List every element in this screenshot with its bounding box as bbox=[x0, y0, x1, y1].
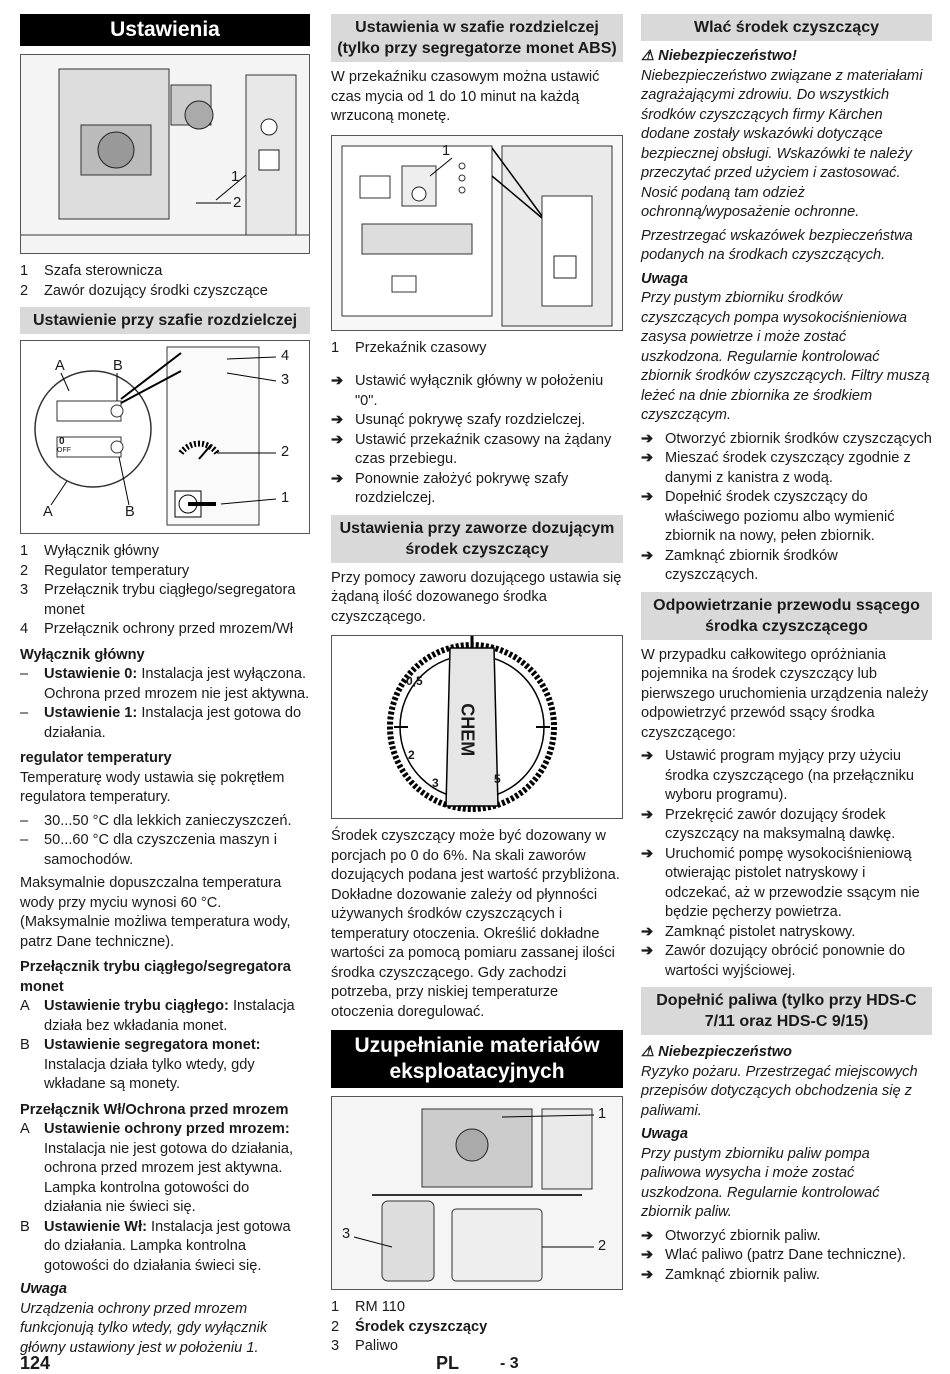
legend-item: 2 Regulator temperatury bbox=[20, 562, 190, 579]
figure-tanks bbox=[331, 1096, 623, 1290]
column-2 bbox=[331, 14, 623, 1361]
note-text: Przy pustym zbiorniku paliw pompa paliwowa wysycha i może zostać uszkodzona. Regularnie kontrolować zbiornik paliw. bbox=[641, 1145, 880, 1220]
step-item: ➔ Ustawić wyłącznik główny w położeniu "0". bbox=[331, 372, 623, 411]
legend-item: 3 Przełącznik trybu ciągłego/segregatora monet bbox=[20, 582, 296, 618]
step-item: ➔ Zamknąć zbiornik paliw. bbox=[641, 1266, 932, 1286]
arrow-icon: ➔ bbox=[331, 373, 344, 389]
page-number: 124 bbox=[20, 1353, 51, 1373]
figure-machine-overview bbox=[20, 54, 310, 254]
step-item: ➔ Zamknąć zbiornik środków czyszczących. bbox=[641, 547, 932, 586]
step-item: ➔ Ustawić program myjący przy użyciu środka czyszczącego (na przełączniku wyboru programu). bbox=[641, 747, 932, 806]
step-item: ➔ Usunąć pokrywę szafy rozdzielczej. bbox=[331, 411, 623, 431]
danger-text-2: Przestrzegać wskazówek bezpieczeństwa podanych na środkach czyszczących. bbox=[641, 227, 913, 263]
callout-2: 2 bbox=[233, 194, 242, 211]
note-heading: Uwaga bbox=[641, 270, 689, 287]
arrow-icon: ➔ bbox=[331, 412, 344, 428]
note-heading: Uwaga bbox=[641, 1126, 689, 1142]
list-item: A Ustawienie trybu ciągłego: Instalacja działa bez wkładania monet. bbox=[20, 998, 295, 1034]
venting-intro: W przypadku całkowitego opróżniania pojemnika na środek czyszczący lub pierwszego uruchomienia urządzenia należy odpowietrzyć przewód ssący środka czyszczącego: bbox=[641, 646, 929, 741]
arrow-icon: ➔ bbox=[641, 1227, 654, 1244]
section-title-consumables: Uzupełnianie materiałów eksploatacyjnych bbox=[331, 1030, 623, 1088]
callout-1: 1 bbox=[442, 142, 451, 159]
steps-fuel bbox=[641, 1227, 932, 1286]
danger-heading: ⚠ Niebezpieczeństwo bbox=[641, 1044, 792, 1060]
legend-1 bbox=[20, 262, 310, 301]
label-a-bottom: A bbox=[43, 504, 53, 520]
dial-label-5: 5 bbox=[494, 772, 501, 786]
step-item: ➔ Mieszać środek czyszczący zgodnie z danymi z kanistra z wodą. bbox=[641, 449, 932, 488]
arrow-icon: ➔ bbox=[331, 431, 344, 448]
legend-item: 1 RM 110 bbox=[331, 1299, 406, 1315]
section-title-venting: Odpowietrzanie przewodu ssącego środka czyszczącego bbox=[641, 592, 932, 640]
arrow-icon: ➔ bbox=[641, 1266, 654, 1283]
timer-relay-drawing bbox=[332, 136, 622, 330]
label-off: OFF bbox=[57, 447, 71, 454]
note-heading: Uwaga bbox=[20, 1281, 68, 1297]
callout-4: 4 bbox=[281, 348, 290, 364]
arrow-icon: ➔ bbox=[641, 845, 654, 862]
steps-detergent bbox=[641, 430, 932, 586]
step-item: ➔ Ponownie założyć pokrywę szafy rozdzielczej. bbox=[331, 470, 623, 509]
mode-list bbox=[20, 997, 310, 1095]
callout-2: 2 bbox=[281, 444, 290, 460]
label-b-bottom: B bbox=[125, 504, 135, 520]
step-item: ➔ Uruchomić pompę wysokociśnieniową otwierając pistolet natryskowy i odczekać, aż w przewodzie ssącym nie będzie pęcherzy powietrza. bbox=[641, 845, 932, 923]
heading-mode-switch: Przełącznik trybu ciągłego/segregatora monet bbox=[20, 959, 291, 995]
note-text: Urządzenia ochrony przed mrozem funkcjonują tylko wtedy, gdy wyłącznik główny ustawiony jest w położeniu 1. bbox=[20, 1300, 268, 1356]
step-item: ➔ Otworzyć zbiornik środków czyszczących bbox=[641, 430, 932, 450]
arrow-icon: ➔ bbox=[641, 748, 654, 764]
list-item: – 50...60 °C dla czyszczenia maszyn i samochodów. bbox=[20, 832, 277, 868]
callout-1: 1 bbox=[281, 490, 290, 506]
section-title-settings: Ustawienia bbox=[20, 14, 310, 46]
temperature-list bbox=[20, 812, 310, 871]
callout-1: 1 bbox=[598, 1106, 607, 1122]
legend-item: 2 Środek czyszczący bbox=[331, 1318, 488, 1335]
legend-3 bbox=[331, 339, 623, 359]
list-item: – Ustawienie 0: Instalacja jest wyłączona. Ochrona przed mrozem nie jest aktywna. bbox=[20, 666, 310, 702]
step-item: ➔ Przekręcić zawór dozujący środek czyszczący na maksymalną dawkę. bbox=[641, 806, 932, 845]
arrow-icon: ➔ bbox=[641, 450, 654, 466]
warning-triangle-icon: ⚠ bbox=[641, 48, 655, 64]
label-a-top: A bbox=[55, 358, 65, 374]
step-item: ➔ Zamknąć pistolet natryskowy. bbox=[641, 923, 932, 943]
figure-dosing-dial bbox=[331, 635, 623, 819]
dial-label-3: 3 bbox=[432, 776, 439, 790]
callout-2: 2 bbox=[598, 1238, 607, 1254]
dial-label-2: 2 bbox=[408, 748, 415, 762]
figure-control-panel bbox=[20, 340, 310, 534]
section-title-cabinet: Ustawienie przy szafie rozdzielczej bbox=[20, 307, 310, 334]
step-item: ➔ Wlać paliwo (patrz Dane techniczne). bbox=[641, 1246, 932, 1266]
callout-3: 3 bbox=[281, 372, 290, 388]
arrow-icon: ➔ bbox=[641, 489, 654, 505]
machine-overview-drawing bbox=[21, 55, 309, 253]
label-zero: 0 bbox=[59, 436, 65, 447]
section-title-refuel: Dopełnić paliwa (tylko przy HDS-C 7/11 oraz HDS-C 9/15) bbox=[641, 987, 932, 1035]
column-3 bbox=[641, 14, 932, 1289]
list-item: B Ustawienie Wł: Instalacja jest gotowa do działania. Lampka kontrolna gotowości do działania świeci się. bbox=[20, 1218, 291, 1274]
tanks-drawing bbox=[332, 1097, 622, 1289]
frost-list bbox=[20, 1120, 310, 1276]
dosing-text: Środek czyszczący może być dozowany w porcjach po 0 do 6%. Na skali zaworów dozujących podana jest wartość przybliżona. Dokładne dozowanie zależy od płynności używanych środków czyszczących i temperatury otoczenia. Określić dokładne wartości za pomocą pomiaru zassanej ilości środka czyszczącego. Gdy zachodzi potrzeba, przy niskiej temperaturze otoczenia doregulować. bbox=[331, 828, 620, 1020]
steps-timer bbox=[331, 372, 623, 509]
arrow-icon: ➔ bbox=[331, 470, 344, 487]
label-b-top: B bbox=[113, 358, 123, 374]
step-item: ➔ Dopełnić środek czyszczący do właściwego poziomu albo wymienić zbiornik na nowy, pełen zbiornik. bbox=[641, 488, 932, 547]
column-1 bbox=[20, 14, 310, 1362]
list-item: – 30...50 °C dla lekkich zanieczyszczeń. bbox=[20, 812, 292, 829]
arrow-icon: ➔ bbox=[641, 806, 654, 823]
callout-3: 3 bbox=[342, 1226, 351, 1242]
page-sub-number: - 3 bbox=[500, 1355, 519, 1372]
section-title-add-detergent: Wlać środek czyszczący bbox=[641, 14, 932, 41]
danger-text: Ryzyko pożaru. Przestrzegać miejscowych przepisów dotyczących obchodzenia się z paliwami. bbox=[641, 1063, 918, 1119]
legend-item: 4 Przełącznik ochrony przed mrozem/Wł bbox=[20, 621, 293, 637]
list-item: A Ustawienie ochrony przed mrozem: Instalacja nie jest gotowa do działania, ochrona przed mrozem jest aktywna. Lampka kontrolna gotowości do działania nie świeci się. bbox=[20, 1121, 294, 1215]
legend-2 bbox=[20, 542, 310, 640]
heading-frost-switch: Przełącznik Wł/Ochrona przed mrozem bbox=[20, 1101, 289, 1118]
arrow-icon: ➔ bbox=[641, 1247, 654, 1263]
legend-item: 3 Paliwo bbox=[331, 1338, 398, 1354]
figure-timer-relay bbox=[331, 135, 623, 331]
temperature-text: Temperaturę wody ustawia się pokrętłem regulatora temperatury. bbox=[20, 769, 285, 805]
legend-item: 2 Zawór dozujący środki czyszczące bbox=[20, 282, 268, 299]
heading-main-switch: Wyłącznik główny bbox=[20, 646, 145, 663]
dial-word-chem: CHEM bbox=[457, 703, 478, 757]
section-title-dosing-valve: Ustawienia przy zaworze dozującym środek czyszczący bbox=[331, 515, 623, 563]
callout-1: 1 bbox=[231, 168, 240, 185]
note-text: Przy pustym zbiorniku środków czyszczących pompa wysokociśnieniowa zasysa powietrze i może zostać uszkodzona. Regularnie kontrolować zbiornik środków czyszczących. Filtry muszą leżeć na dnie zbiornika ze środkiem czyszczącym. bbox=[641, 290, 930, 423]
main-switch-list bbox=[20, 665, 310, 743]
section-title-cabinet-abs: Ustawienia w szafie rozdzielczej (tylko przy segregatorze monet ABS) bbox=[331, 14, 623, 62]
heading-temperature: regulator temperatury bbox=[20, 750, 172, 766]
warning-triangle-icon: ⚠ bbox=[641, 1044, 655, 1060]
step-item: ➔ Zawór dozujący obrócić ponownie do wartości wyjściowej. bbox=[641, 942, 932, 981]
list-item: B Ustawienie segregatora monet: Instalacja działa tylko wtedy, gdy wkładane są monety. bbox=[20, 1037, 261, 1092]
legend-item: 1 Wyłącznik główny bbox=[20, 543, 160, 559]
danger-text: Niebezpieczeństwo związane z materiałami zagrażającymi zdrowiu. Do wszystkich środków czyszczących firmy Kärchen dodane zostały wskazówki dotyczące bezpiecznej obsługi. Wskazówki te należy przeczytać przed użyciem i zastosować. Nosić podaną tam odzież ochronną/wyposażenie ochronne. bbox=[641, 67, 923, 220]
dial-label-05: 0,5 bbox=[406, 674, 423, 688]
language-code: PL bbox=[436, 1353, 460, 1373]
step-item: ➔ Otworzyć zbiornik paliw. bbox=[641, 1227, 932, 1247]
legend-5 bbox=[331, 1298, 623, 1357]
arrow-icon: ➔ bbox=[641, 943, 654, 959]
dosing-intro: Przy pomocy zaworu dozującego ustawia się żądaną ilość dozowanego środka czyszczącego. bbox=[331, 569, 622, 625]
timer-intro: W przekaźniku czasowym można ustawić czas mycia od 1 do 10 minut na każdą wrzuconą monetę. bbox=[331, 69, 600, 124]
legend-item: 1 Szafa sterownicza bbox=[20, 263, 163, 279]
danger-heading: ⚠ Niebezpieczeństwo! bbox=[641, 48, 797, 64]
step-item: ➔ Ustawić przekaźnik czasowy na żądany czas przebiegu. bbox=[331, 431, 623, 470]
temperature-note: Maksymalnie dopuszczalna temperatura wody przy myciu wynosi 60 °C. (Maksymalnie możliwa temperatura wody, patrz Dane techniczne). bbox=[20, 875, 291, 950]
list-item: – Ustawienie 1: Instalacja jest gotowa do działania. bbox=[20, 705, 302, 741]
legend-item: 1 Przekaźnik czasowy bbox=[331, 339, 487, 356]
arrow-icon: ➔ bbox=[641, 547, 654, 564]
arrow-icon: ➔ bbox=[641, 923, 654, 940]
steps-venting bbox=[641, 747, 932, 981]
arrow-icon: ➔ bbox=[641, 430, 654, 447]
